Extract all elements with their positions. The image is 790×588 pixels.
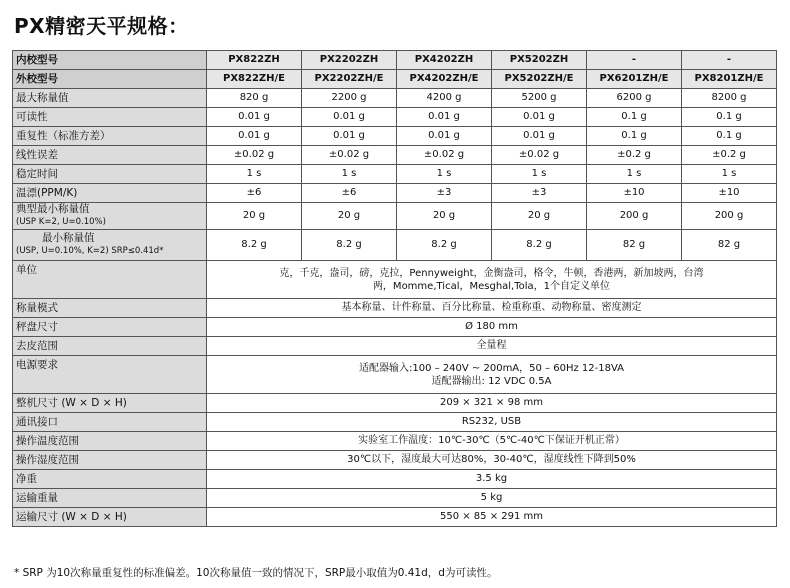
table-cell: 20 g bbox=[207, 203, 302, 230]
table-cell: 全量程 bbox=[207, 337, 777, 356]
row-label: 秤盘尺寸 bbox=[13, 318, 207, 337]
table-cell: 200 g bbox=[587, 203, 682, 230]
table-cell: 1 s bbox=[587, 165, 682, 184]
table-cell: ±0.02 g bbox=[302, 146, 397, 165]
table-cell: 20 g bbox=[492, 203, 587, 230]
table-row bbox=[13, 127, 777, 146]
table-row bbox=[13, 299, 777, 318]
table-cell: PX822ZH/E bbox=[207, 70, 302, 89]
row-label: 可读性 bbox=[13, 108, 207, 127]
table-row bbox=[13, 165, 777, 184]
table-row bbox=[13, 89, 777, 108]
row-label: 线性误差 bbox=[13, 146, 207, 165]
table-cell: 8.2 g bbox=[492, 230, 587, 261]
table-row bbox=[13, 108, 777, 127]
table-cell: ±10 bbox=[587, 184, 682, 203]
table-cell: 3.5 kg bbox=[207, 470, 777, 489]
table-cell: 基本称量、计件称量、百分比称量、检重称重、动物称量、密度测定 bbox=[207, 299, 777, 318]
table-cell: 82 g bbox=[682, 230, 777, 261]
table-cell: 0.01 g bbox=[397, 127, 492, 146]
table-cell: 82 g bbox=[587, 230, 682, 261]
table-row bbox=[13, 203, 777, 230]
row-label: 通讯接口 bbox=[13, 413, 207, 432]
table-row bbox=[13, 146, 777, 165]
table-row bbox=[13, 337, 777, 356]
table-cell: 1 s bbox=[302, 165, 397, 184]
units-line-2: 两，Momme,Tical，Mesghal,Tola，1个自定义单位 bbox=[372, 280, 611, 292]
table-cell: 1 s bbox=[397, 165, 492, 184]
table-row bbox=[13, 394, 777, 413]
table-cell: ±0.2 g bbox=[682, 146, 777, 165]
power-line-1: 适配器输入:100 – 240V ~ 200mA，50 – 60Hz 12-18VA bbox=[359, 362, 624, 374]
table-row bbox=[13, 432, 777, 451]
table-cell: ±10 bbox=[682, 184, 777, 203]
table-cell: 20 g bbox=[302, 203, 397, 230]
table-cell: - bbox=[682, 51, 777, 70]
table-cell: PX2202ZH/E bbox=[302, 70, 397, 89]
row-label: 称量模式 bbox=[13, 299, 207, 318]
row-label: 整机尺寸 (W × D × H) bbox=[13, 394, 207, 413]
table-cell: 0.1 g bbox=[587, 108, 682, 127]
table-cell: 0.01 g bbox=[207, 108, 302, 127]
row-label: 重复性（标准方差） bbox=[13, 127, 207, 146]
table-cell bbox=[207, 261, 777, 299]
table-cell: 5 kg bbox=[207, 489, 777, 508]
table-cell: PX8201ZH/E bbox=[682, 70, 777, 89]
row-sublabel: (USP K=2, U=0.10%) bbox=[16, 217, 106, 227]
table-cell: 4200 g bbox=[397, 89, 492, 108]
table-row bbox=[13, 261, 777, 299]
table-cell: 0.01 g bbox=[302, 127, 397, 146]
table-cell: ±6 bbox=[207, 184, 302, 203]
table-row bbox=[13, 230, 777, 261]
row-label-text: 最小称量值 bbox=[42, 232, 95, 244]
table-row bbox=[13, 489, 777, 508]
table-cell: PX5202ZH/E bbox=[492, 70, 587, 89]
table-row bbox=[13, 451, 777, 470]
table-cell: 1 s bbox=[207, 165, 302, 184]
row-sublabel: (USP, U=0.10%, K=2) SRP≤0.41d* bbox=[16, 246, 164, 256]
table-cell: 550 × 85 × 291 mm bbox=[207, 508, 777, 527]
table-cell: Ø 180 mm bbox=[207, 318, 777, 337]
table-cell: 0.01 g bbox=[207, 127, 302, 146]
table-cell: PX822ZH bbox=[207, 51, 302, 70]
page-title: PX精密天平规格： bbox=[14, 14, 189, 38]
row-label: 内校型号 bbox=[13, 51, 207, 70]
table-cell: ±0.02 g bbox=[492, 146, 587, 165]
row-label: 单位 bbox=[13, 261, 207, 299]
row-label: 运输尺寸 (W × D × H) bbox=[13, 508, 207, 527]
table-cell: - bbox=[587, 51, 682, 70]
table-cell: 1 s bbox=[682, 165, 777, 184]
row-label: 去皮范围 bbox=[13, 337, 207, 356]
power-line-2: 适配器输出: 12 VDC 0.5A bbox=[431, 375, 552, 387]
row-label bbox=[13, 203, 207, 230]
table-cell: ±3 bbox=[397, 184, 492, 203]
table-row bbox=[13, 318, 777, 337]
table-cell: PX6201ZH/E bbox=[587, 70, 682, 89]
table-cell: 0.01 g bbox=[397, 108, 492, 127]
table-cell: RS232, USB bbox=[207, 413, 777, 432]
row-label: 运输重量 bbox=[13, 489, 207, 508]
table-cell: ±0.02 g bbox=[397, 146, 492, 165]
units-line-1: 克，千克，盎司，磅，克拉，Pennyweight，金衡盎司，格令，牛顿，香港两，新加坡两，台湾 bbox=[279, 267, 704, 279]
table-cell: 8.2 g bbox=[397, 230, 492, 261]
table-row bbox=[13, 508, 777, 527]
row-label-text: 典型最小称量值 bbox=[16, 203, 90, 215]
table-cell: 2200 g bbox=[302, 89, 397, 108]
table-cell: 0.01 g bbox=[492, 127, 587, 146]
row-label: 净重 bbox=[13, 470, 207, 489]
table-cell: 200 g bbox=[682, 203, 777, 230]
table-row bbox=[13, 413, 777, 432]
table-cell: 5200 g bbox=[492, 89, 587, 108]
table-cell: PX2202ZH bbox=[302, 51, 397, 70]
table-cell: ±6 bbox=[302, 184, 397, 203]
footnote: * SRP 为10次称量重复性的标准偏差。10次称量值一致的情况下，SRP最小取值为0.41d，d为可读性。 bbox=[14, 567, 498, 579]
table-row bbox=[13, 356, 777, 394]
table-cell: 实验室工作温度：10℃-30℃（5℃-40℃下保证开机正常） bbox=[207, 432, 777, 451]
table-cell: 0.01 g bbox=[492, 108, 587, 127]
table-cell: 0.01 g bbox=[302, 108, 397, 127]
table-cell: 6200 g bbox=[587, 89, 682, 108]
row-label: 温漂(PPM/K) bbox=[13, 184, 207, 203]
row-label: 操作温度范围 bbox=[13, 432, 207, 451]
table-cell: 0.1 g bbox=[682, 108, 777, 127]
table-row bbox=[13, 470, 777, 489]
table-cell: ±0.2 g bbox=[587, 146, 682, 165]
table-row bbox=[13, 51, 777, 70]
table-cell bbox=[207, 356, 777, 394]
row-label: 电源要求 bbox=[13, 356, 207, 394]
spec-table bbox=[12, 50, 777, 527]
table-cell: 8.2 g bbox=[302, 230, 397, 261]
table-cell: 1 s bbox=[492, 165, 587, 184]
table-cell: 820 g bbox=[207, 89, 302, 108]
table-cell: 30℃以下，湿度最大可达80%，30-40℃，湿度线性下降到50% bbox=[207, 451, 777, 470]
row-label: 外校型号 bbox=[13, 70, 207, 89]
row-label bbox=[13, 230, 207, 261]
table-cell: ±3 bbox=[492, 184, 587, 203]
table-cell: 8200 g bbox=[682, 89, 777, 108]
table-row bbox=[13, 184, 777, 203]
table-cell: ±0.02 g bbox=[207, 146, 302, 165]
row-label: 操作湿度范围 bbox=[13, 451, 207, 470]
table-cell: 20 g bbox=[397, 203, 492, 230]
table-cell: 0.1 g bbox=[587, 127, 682, 146]
table-row bbox=[13, 70, 777, 89]
row-label: 最大称量值 bbox=[13, 89, 207, 108]
table-cell: 0.1 g bbox=[682, 127, 777, 146]
row-label: 稳定时间 bbox=[13, 165, 207, 184]
table-cell: 209 × 321 × 98 mm bbox=[207, 394, 777, 413]
table-cell: PX4202ZH/E bbox=[397, 70, 492, 89]
table-cell: 8.2 g bbox=[207, 230, 302, 261]
table-cell: PX4202ZH bbox=[397, 51, 492, 70]
table-cell: PX5202ZH bbox=[492, 51, 587, 70]
